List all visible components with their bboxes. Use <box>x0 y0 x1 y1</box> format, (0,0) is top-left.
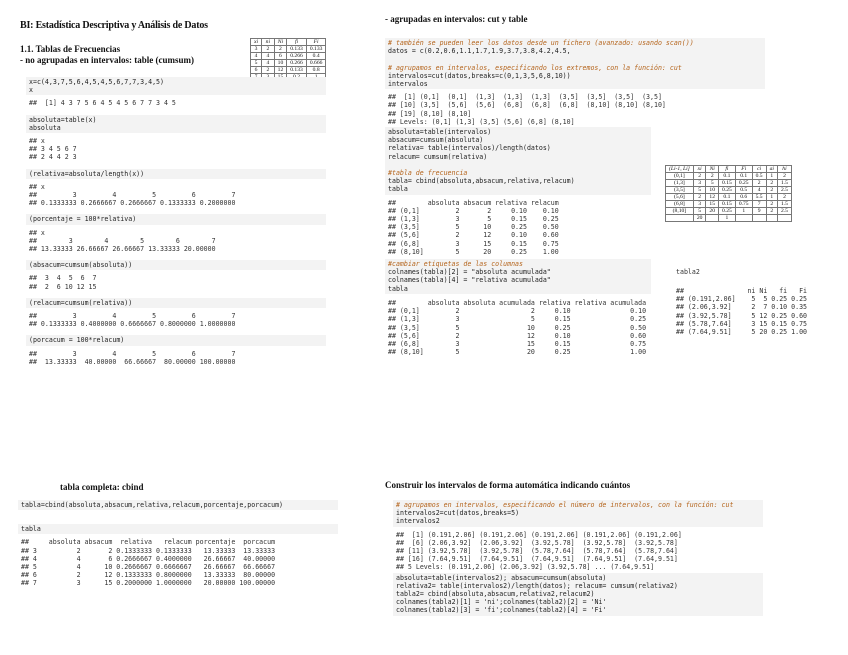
table-cell: 0.25 <box>719 208 736 215</box>
code-line: # agrupamos en intervalos, especificando los extremos, con la función: cut <box>388 63 682 72</box>
output-block <box>26 98 326 108</box>
output-line: ## (2.06,3.92] 2 7 0.10 0.35 <box>676 303 808 312</box>
code-block <box>26 115 326 133</box>
table-row <box>251 46 326 53</box>
table-cell: 2 <box>693 173 706 180</box>
code-line: intervalos <box>388 80 428 89</box>
table-cell: (0,1] <box>666 173 694 180</box>
table-row <box>666 180 792 187</box>
table-cell: 0.25 <box>735 180 752 187</box>
table-cell: 9 <box>752 208 766 215</box>
output-line: ## 0.1333333 0.2666667 0.2666667 0.1333333 0.2000000 <box>29 199 236 208</box>
table-cell: 5 <box>693 208 706 215</box>
table-cell: 0.25 <box>719 187 736 194</box>
table-cell: 2 <box>262 46 275 53</box>
table-cell: 3 <box>693 180 706 187</box>
table-cell: 2 <box>777 194 791 201</box>
code-line: (porcentaje = 100*relativa) <box>29 215 137 224</box>
table-cell: 6 <box>274 53 287 60</box>
table-cell: 12 <box>274 67 287 74</box>
table-cell <box>735 215 752 222</box>
code-block <box>26 260 326 270</box>
section-title: 1.1. Tablas de Frecuencias <box>20 44 121 54</box>
table-row <box>666 201 792 208</box>
table-header-cell: ni <box>262 39 275 46</box>
subsection-title: - no agrupadas en intervalos: table (cumsum) <box>20 55 195 65</box>
table-cell: 0.6 <box>735 194 752 201</box>
output-line: ## x <box>29 182 45 191</box>
tabla2-label: tabla2 <box>676 268 700 276</box>
output-line: ## (5,6] 2 12 0.10 0.60 <box>388 231 559 240</box>
output-line: ## (5.78,7.64] 3 15 0.15 0.75 <box>676 319 808 328</box>
table-cell: (8,10] <box>666 208 694 215</box>
table-cell: 20 <box>706 208 719 215</box>
code-line: intervalos2=cut(datos,breaks=5) <box>396 509 520 518</box>
code-line: absoluta=table(intervalos2); absacum=cumsum(absoluta) <box>396 573 607 582</box>
output-line: ## (5,6] 2 12 0.10 0.60 <box>388 331 647 340</box>
code-line: tabla <box>388 185 408 194</box>
table-header-cell: hi <box>777 166 791 173</box>
table-cell: 2 <box>706 173 719 180</box>
output-line: ## 2 6 10 12 15 <box>29 282 97 291</box>
code-line: absoluta=table(x) <box>29 115 97 124</box>
table-cell: 5 <box>693 187 706 194</box>
table-cell: 1.5 <box>777 201 791 208</box>
table-row <box>251 53 326 60</box>
table-header-cell: ai <box>766 166 777 173</box>
output-line: ## [11] (3.92,5.78] (3.92,5.78] (5.78,7.64] (5.78,7.64] (5.78,7.64] <box>396 547 678 556</box>
table-cell: 0.1 <box>719 173 736 180</box>
table-cell: 0.8 <box>306 67 326 74</box>
code-line: absoluta=table(intervalos) <box>388 128 492 137</box>
table-cell: 2 <box>766 187 777 194</box>
output-line: ## (1,3] 3 5 0.15 0.25 <box>388 315 647 324</box>
output-line: ## 13.33333 26.66667 26.66667 13.33333 20.00000 <box>29 245 216 254</box>
code-block <box>26 335 326 345</box>
output-line: ## absoluta absoluta acumulada relativa relativa acumulada <box>388 298 647 307</box>
table-cell <box>752 215 766 222</box>
output-line: ## 3 4 5 6 7 <box>29 145 77 154</box>
output-line: ## (3,5] 5 10 0.25 0.50 <box>388 323 647 332</box>
table-cell <box>766 215 777 222</box>
table-cell: 4 <box>752 187 766 194</box>
table-cell: 1 <box>719 215 736 222</box>
right-subsection-title: - agrupadas en intervalos: cut y table <box>385 14 528 24</box>
code-line: datos = c(0.2,0.6,1.1,1.7,1.9,3.7,3.8,4.2,4.5, <box>388 47 571 56</box>
code-line: relativa= table(intervalos)/length(datos) <box>388 144 551 153</box>
table-cell: 2 <box>766 208 777 215</box>
table-cell: 0.75 <box>735 201 752 208</box>
code-line: tabla2= cbind(absoluta,absacum,relativa2,relacum2) <box>396 590 595 599</box>
code-line: absoluta <box>29 123 61 132</box>
output-line: ## 3 4 5 6 7 <box>29 312 236 321</box>
code-line: # también se pueden leer los datos desde un fichero (avanzado: usando scan()) <box>388 39 694 47</box>
completa-output <box>18 537 338 588</box>
table-cell: 2 <box>766 180 777 187</box>
output-line: ## 4 4 6 0.2666667 0.4000000 26.66667 40.00000 <box>21 554 276 563</box>
table-cell <box>666 215 694 222</box>
completa-code2 <box>18 524 338 534</box>
code-line: absacum=cumsum(absoluta) <box>388 136 484 145</box>
table-header-cell: (Li-1, Li] <box>666 166 694 173</box>
table-cell: 7 <box>752 201 766 208</box>
output-line: ## (8,10] 5 20 0.25 1.00 <box>388 348 647 357</box>
right-output-1 <box>385 92 765 127</box>
output-line: ## [1] 4 3 7 5 6 4 5 4 5 6 7 7 3 4 5 <box>29 99 176 108</box>
code-line: x=c(4,3,7,5,6,4,5,4,5,6,7,7,3,4,5) <box>29 78 164 86</box>
table-cell: 3 <box>693 201 706 208</box>
right-code-2 <box>385 127 651 195</box>
table-cell: 0.266 <box>287 53 307 60</box>
completa-section <box>18 500 338 589</box>
table-cell <box>706 215 719 222</box>
code-line: x <box>29 86 33 95</box>
table-cell: 0.5 <box>735 187 752 194</box>
code-line: (relacum=cumsum(relativa)) <box>29 298 133 307</box>
output-line: ## x <box>29 137 45 146</box>
code-line <box>388 55 762 63</box>
table-cell: 1.5 <box>777 180 791 187</box>
code-line: tabla <box>388 284 408 293</box>
tabla2-output <box>676 287 807 336</box>
table-cell: 6 <box>251 67 262 74</box>
table-cell: 12 <box>706 194 719 201</box>
table-row <box>666 187 792 194</box>
table-cell: 0.133 <box>287 67 307 74</box>
output-line: ## (0,1] 2 2 0.10 0.10 <box>388 206 559 215</box>
output-line: ## 3 4 5 6 7 <box>29 191 236 200</box>
table-cell: 2 <box>274 46 287 53</box>
table-cell: 2.5 <box>777 208 791 215</box>
code-line: colnames(tabla2)[1] = 'ni';colnames(tabla2)[2] = 'Ni' <box>396 598 607 607</box>
code-line: #tabla de frecuencia <box>388 169 468 178</box>
output-block <box>26 273 326 291</box>
table-cell: 0.5 <box>752 173 766 180</box>
code-line: relativa2= table(intervalos2)/length(datos); relacum= cumsum(relativa2) <box>396 581 678 590</box>
table-header-row <box>666 166 792 173</box>
code-line: (absacum=cumsum(absoluta)) <box>29 261 133 270</box>
table-header-cell: Ni <box>706 166 719 173</box>
table-cell: 4 <box>262 60 275 67</box>
output-line: ## 3 4 5 6 7 <box>29 236 216 245</box>
code-line: # agrupamos en intervalos, especificando el número de intervalos, con la función: cut <box>396 501 734 509</box>
auto-intervals-title: Construir los intervalos de forma automática indicando cuántos <box>385 480 631 490</box>
output-line: ## [1] (0.191,2.06] (0.191,2.06] (0.191,2.06] (0.191,2.06] (0.191,2.06] <box>396 530 682 539</box>
output-line: ## 6 2 12 0.1333333 0.8000000 13.33333 80.00000 <box>21 571 276 580</box>
output-line: ## x <box>29 228 45 237</box>
table-cell: 2 <box>752 180 766 187</box>
completa-code <box>18 500 338 510</box>
output-line: ## Levels: (0,1] (1,3] (3,5] (5,6] (6,8] (8,10] <box>388 117 575 126</box>
table-cell: 0.666 <box>306 60 326 67</box>
code-block <box>26 298 326 308</box>
output-line: ## 3 2 2 0.1333333 0.1333333 13.33333 13.33333 <box>21 546 276 555</box>
table-header-cell: Fi <box>306 39 326 46</box>
output-line: ## [16] (7.64,9.51] (7.64,9.51] (7.64,9.51] (7.64,9.51] (7.64,9.51] <box>396 555 678 564</box>
table-cell: 1 <box>735 208 752 215</box>
table-row <box>251 67 326 74</box>
right-code-1 <box>385 38 765 89</box>
auto-code-1 <box>393 500 763 527</box>
table-total-row <box>666 215 792 222</box>
output-line: ## 3 4 5 6 7 <box>29 274 97 283</box>
output-line: ## [19] (8,10] (8,10] <box>388 109 472 118</box>
table-row <box>666 194 792 201</box>
code-line <box>388 161 648 169</box>
auto-section <box>393 500 763 616</box>
output-line: ## [6] (2.06,3.92] (2.06,3.92] (3.92,5.78] (3.92,5.78] (3.92,5.78] <box>396 538 678 547</box>
output-block <box>26 349 326 367</box>
table-header-cell: Ni <box>274 39 287 46</box>
table-row <box>666 173 792 180</box>
code-block <box>26 77 326 95</box>
table-cell: 15 <box>706 201 719 208</box>
table-cell: 1 <box>766 173 777 180</box>
completa-title: tabla completa: cbind <box>60 482 144 492</box>
table-cell: 0.1 <box>719 194 736 201</box>
output-line: ## (6,8] 3 15 0.15 0.75 <box>388 239 559 248</box>
code-line: intervalos2 <box>396 517 440 526</box>
output-line: ## (3.92,5.78] 5 12 0.25 0.60 <box>676 311 808 320</box>
output-line: ## 5 4 10 0.2666667 0.6666667 26.66667 66.66667 <box>21 563 276 572</box>
left-code-blocks <box>26 77 326 373</box>
table-header-row <box>251 39 326 46</box>
table-cell: (3,5] <box>666 187 694 194</box>
table-cell: 0.133 <box>306 46 326 53</box>
table-cell: 0.15 <box>719 201 736 208</box>
output-line: ## 7 3 15 0.2000000 1.0000000 20.00000 100.00000 <box>21 579 276 588</box>
table-header-cell: fi <box>719 166 736 173</box>
output-line: ## (1,3] 3 5 0.15 0.25 <box>388 215 559 224</box>
table-cell: 1 <box>766 194 777 201</box>
table-header-cell: xi <box>251 39 262 46</box>
code-line: tabla <box>21 525 41 534</box>
table-cell: 10 <box>706 187 719 194</box>
table-cell: 3 <box>251 46 262 53</box>
table-header-cell: Fi <box>735 166 752 173</box>
output-block <box>26 136 326 163</box>
table-cell <box>777 215 791 222</box>
table-cell: (6,8] <box>666 201 694 208</box>
output-block <box>26 311 326 329</box>
output-line: ## (0.191,2.06] 5 5 0.25 0.25 <box>676 295 808 304</box>
auto-output <box>393 530 763 573</box>
code-block <box>26 214 326 224</box>
table-cell: 2 <box>777 173 791 180</box>
code-line: colnames(tabla2)[3] = 'fi';colnames(tabla2)[4] = 'Fi' <box>396 606 607 615</box>
table-cell: 0.4 <box>306 53 326 60</box>
table-cell: 2.5 <box>777 187 791 194</box>
code-line: relacum= cumsum(relativa) <box>388 152 488 161</box>
table-cell: 0.15 <box>719 180 736 187</box>
table-cell: 2 <box>262 67 275 74</box>
table-cell: 2 <box>693 194 706 201</box>
code-line: (relativa=absoluta/length(x)) <box>29 169 145 178</box>
page-title: BI: Estadística Descriptiva y Análisis de Datos <box>20 20 208 31</box>
interval-table <box>665 165 792 222</box>
code-line: colnames(tabla)[2] = "absoluta acumulada" <box>388 268 551 277</box>
table-cell: 0.1 <box>735 173 752 180</box>
table-row <box>666 208 792 215</box>
table-cell: 0.133 <box>287 46 307 53</box>
output-line: ## (7.64,9.51] 5 20 0.25 1.00 <box>676 328 808 337</box>
table-cell: 2 <box>766 201 777 208</box>
output-line: ## absoluta absacum relativa relacum <box>388 198 559 207</box>
output-line: ## 5 Levels: (0.191,2.06] (2.06,3.92] (3.92,5.78] ... (7.64,9.51] <box>396 563 655 572</box>
table-header-cell: ci <box>752 166 766 173</box>
output-line: ## [1] (0,1] (0,1] (1,3] (1,3] (1,3] (3,5] (3,5] (3,5] (3,5] <box>388 93 662 102</box>
output-line: ## [10] (3,5] (5,6] (5,6] (6,8] (6,8] (6,8] (8,10] (8,10] (8,10] <box>388 101 666 110</box>
output-line: ## (8,10] 5 20 0.25 1.00 <box>388 247 559 256</box>
output-line: ## (6,8] 3 15 0.15 0.75 <box>388 339 647 348</box>
output-line: ## 2 4 4 2 3 <box>29 153 77 162</box>
table-cell: 5 <box>251 60 262 67</box>
code-line: (porcacum = 100*relacum) <box>29 336 125 345</box>
code-line: #cambiar etiquetas de las columnas <box>388 260 523 269</box>
output-line: ## (0,1] 2 2 0.10 0.10 <box>388 307 647 316</box>
table-cell: 4 <box>262 53 275 60</box>
table-cell: (5,6] <box>666 194 694 201</box>
code-block <box>26 169 326 179</box>
output-line: ## absoluta absacum relativa relacum porcentaje porcacum <box>21 538 276 547</box>
table-cell: 5 <box>706 180 719 187</box>
auto-code-2 <box>393 573 763 616</box>
output-block <box>26 182 326 209</box>
table-header-cell: xi <box>693 166 706 173</box>
code-line: tabla=cbind(absoluta,absacum,relativa,relacum,porcentaje,porcacum) <box>21 501 284 509</box>
output-line: ## 13.33333 40.00000 66.66667 80.00000 100.00000 <box>29 357 236 366</box>
table-header-cell: fi <box>287 39 307 46</box>
output-line: ## 0.1333333 0.4000000 0.6666667 0.8000000 1.0000000 <box>29 320 236 329</box>
output-line: ## 3 4 5 6 7 <box>29 349 236 358</box>
output-line: ## ni Ni fi Fi <box>676 287 808 295</box>
interval-table-figure <box>665 165 792 222</box>
output-line: ## (3,5] 5 10 0.25 0.50 <box>388 223 559 232</box>
table-cell: 20 <box>693 215 706 222</box>
table-cell: 4 <box>251 53 262 60</box>
right-code-3 <box>385 259 651 294</box>
table-cell: 5.5 <box>752 194 766 201</box>
table-cell: 0.266 <box>287 60 307 67</box>
code-line: intervalos=cut(datos,breaks=c(0,1,3,5,6,8,10)) <box>388 71 571 80</box>
table-cell: (1,3] <box>666 180 694 187</box>
output-block <box>26 228 326 255</box>
code-line: tabla= cbind(absoluta,absacum,relativa,relacum) <box>388 177 575 186</box>
table-row <box>251 60 326 67</box>
table-cell: 10 <box>274 60 287 67</box>
code-line: colnames(tabla)[4] = "relativa acumulada" <box>388 276 551 285</box>
